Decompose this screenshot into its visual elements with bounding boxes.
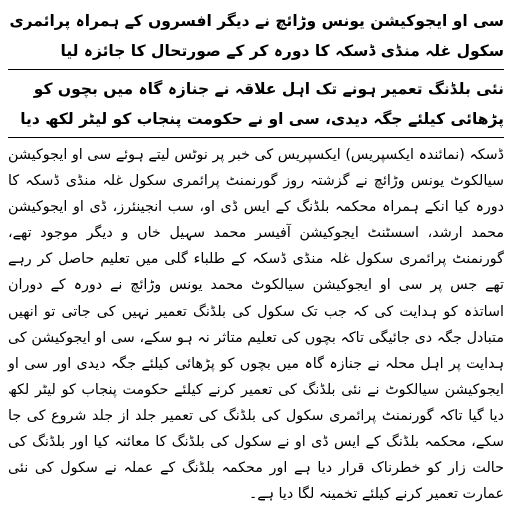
article-body: ڈسکہ (نمائندہ ایکسپریس) ایکسپریس کی خبر پر نوٹس لیتے ہوئے سی او ایجوکیشن سیالکوٹ یونس وڑائچ نے گزشتہ روز گورنمنٹ پرائمری سکول غلہ منڈی ڈسکہ کا دورہ کیا انکے ہمراہ محکمہ بلڈنگ کے ایس ڈی او، سب انجینئرز، ڈی او ایجوکیشن محمد ارشد، اسسٹنٹ ایجوکیشن آفیسر محمد سہیل خاں و دیگر موجود تھے، گورنمنٹ پرائمری سکول غلہ منڈی ڈسکہ کے طلباء گلی میں تعلیم حاصل کر رہے تھے جس پر سی او ایجوکیشن سیالکوٹ محمد یونس وڑائچ نے دورہ کے دوران اساتذہ کو ہدایت کی کہ جب تک سکول کی بلڈنگ تعمیر نہیں کی جاتی تو انھیں متبادل جگہ دی جائیگی تاکہ بچوں کی تعلیم متاثر نہ ہو سکے، سی او ایجوکیشن کی ہدایت پر اہل محلہ نے جنازہ گاہ میں بچوں کو پڑھائی کیلئے جگہ دیدی اور سی او ایجوکیشن سیالکوٹ نے نئی بلڈنگ کی تعمیر کرنے کیلئے حکومت پنجاب کو لیٹر لکھ دیا گیا تاکہ گورنمنٹ پرائمری سکول کی بلڈنگ کی تعمیر جلد از جلد شروع کی جا سکے، محکمہ بلڈنگ کے ایس ڈی او نے سکول کی بلڈنگ کا معائنہ کیا اور بلڈنگ کی حالت زار کو خطرناک قرار دیا ہے اور محکمہ بلڈنگ کے عملہ نے سکول کی نئی عمارت تعمیر کرنے کیلئے تخمینہ لگا دیا ہے۔: [8, 147, 504, 503]
headline-divider-bottom: [8, 137, 504, 138]
headline-divider-top: [8, 69, 504, 70]
headline-primary: سی او ایجوکیشن یونس وڑائچ نے دیگر افسروں کے ہمراہ پرائمری سکول غلہ منڈی ڈسکہ کا دورہ کر کے صورتحال کا جائزہ لیا: [9, 12, 504, 60]
headline-secondary: نئی بلڈنگ تعمیر ہونے تک اہل علاقہ نے جنازہ گاہ میں بچوں کو پڑھائی کیلئے جگہ دیدی، سی او نے حکومت پنجاب کو لیٹر لکھ دیا: [20, 80, 504, 128]
